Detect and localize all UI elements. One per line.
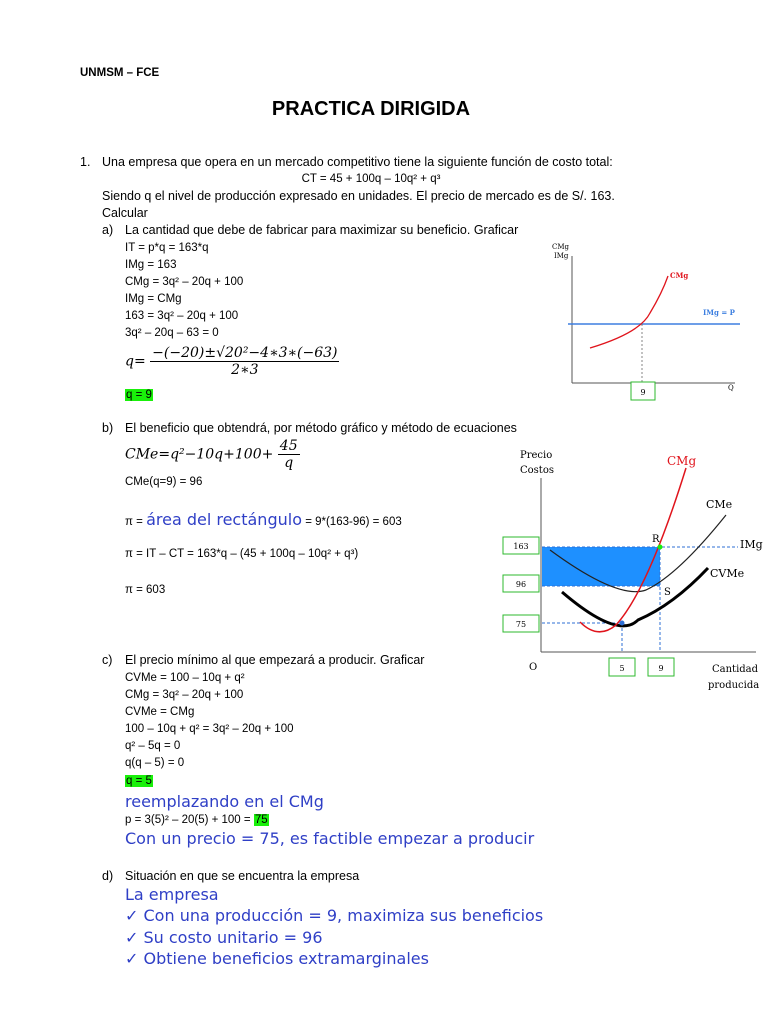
part-a-line: IMg = 163 — [125, 259, 177, 271]
cme-value: CMe(q=9) = 96 — [125, 476, 203, 488]
profit-rectangle-line — [125, 510, 402, 529]
cme-denominator: q — [284, 455, 294, 471]
part-c-line: CVMe = 100 – 10q + q² — [125, 672, 245, 684]
quadratic-formula — [125, 345, 339, 378]
graph-b-xlabel2: producida — [708, 680, 760, 691]
point-s-label: S — [664, 587, 671, 598]
cost-function: CT = 45 + 100q – 10q² + q³ — [301, 173, 441, 185]
part-c-answer — [125, 773, 153, 790]
price-expression: p = 3(5)² – 20(5) + 100 = — [125, 814, 251, 826]
part-c-line: CMg = 3q² – 20q + 100 — [125, 689, 244, 701]
answer-highlight: q = 9 — [126, 389, 152, 401]
area-text: área del rectángulo — [146, 510, 302, 529]
graph-b-ylabel1: Precio — [520, 450, 553, 461]
answer-highlight: q = 5 — [126, 775, 152, 787]
cme-fraction — [278, 438, 300, 471]
part-b-label: b) — [102, 421, 114, 435]
company-heading: La empresa — [125, 885, 219, 904]
part-c-line: 100 – 10q + q² = 3q² – 20q + 100 — [125, 723, 294, 735]
graph-a-ylabel1: CMg — [552, 243, 570, 251]
box-75-text: 75 — [515, 620, 527, 629]
calc-label: Calcular — [102, 206, 148, 220]
part-a-line: 3q² – 20q – 63 = 0 — [125, 327, 219, 339]
part-d-label: d) — [102, 869, 114, 883]
cme-formula — [125, 438, 300, 471]
formula-denominator: 2∗3 — [231, 362, 259, 378]
conclusion-item-text: Obtiene beneficios extramarginales — [143, 949, 429, 968]
graph-a-cmg-label: CMg — [670, 271, 689, 280]
graph-a — [540, 238, 750, 408]
part-d-title: Situación en que se encuentra la empresa — [125, 869, 360, 883]
part-a-title: La cantidad que debe de fabricar para maximizar su beneficio. Graficar — [125, 223, 519, 237]
graph-a-ylabel2: IMg — [554, 252, 569, 260]
pi-symbol: π = — [125, 516, 143, 528]
cme-numerator: 45 — [279, 438, 298, 454]
formula-lhs: q= — [125, 353, 146, 370]
point-r-marker — [658, 545, 663, 550]
formula-fraction — [150, 345, 339, 378]
box-5-text: 5 — [619, 664, 625, 673]
check-icon: ✓ — [125, 928, 139, 947]
box-96-text: 96 — [515, 580, 527, 589]
part-a-line: 163 = 3q² – 20q + 100 — [125, 310, 239, 322]
institution: UNMSM – FCE — [80, 67, 160, 79]
profit-equation: π = IT – CT = 163*q – (45 + 100q – 10q² + q³) — [125, 548, 359, 560]
graph-a-q-value: 9 — [640, 388, 646, 397]
part-a-label: a) — [102, 223, 114, 237]
graph-b-cmg-label: CMg — [667, 454, 697, 468]
formula-numerator: −(−20)±√20²−4∗3∗(−63) — [152, 345, 338, 361]
graph-b-origin: O — [529, 662, 538, 673]
box-9-text: 9 — [658, 664, 664, 673]
part-c-title: El precio mínimo al que empezará a producir. Graficar — [125, 653, 425, 667]
check-icon: ✓ — [125, 949, 139, 968]
profit-result: π = 603 — [125, 584, 166, 596]
profit-rectangle — [542, 547, 660, 586]
part-a-line: CMg = 3q² – 20q + 100 — [125, 276, 244, 288]
point-min-marker — [620, 621, 625, 626]
part-c-line: q(q – 5) = 0 — [125, 757, 185, 769]
part-b-title: El beneficio que obtendrá, por método gráfico y método de ecuaciones — [125, 421, 517, 435]
problem-statement: Una empresa que opera en un mercado competitivo tiene la siguiente función de costo total: — [102, 155, 613, 169]
part-c-line: q² – 5q = 0 — [125, 740, 181, 752]
price-calc — [125, 812, 269, 829]
price-value: 75 — [254, 814, 268, 826]
part-a-line: IMg = CMg — [125, 293, 182, 305]
conclusion-item — [125, 906, 543, 925]
conclusion-item-text: Con una producción = 9, maximiza sus beneficios — [143, 906, 544, 925]
cmg-curve — [590, 276, 668, 348]
problem-number: 1. — [80, 155, 91, 169]
graph-b-ylabel2: Costos — [520, 465, 554, 476]
conclusion-item — [125, 928, 323, 947]
profit-calc: = 9*(163-96) = 603 — [305, 516, 402, 528]
graph-b-cvme-label: CVMe — [710, 567, 745, 580]
conclusion-item-text: Su costo unitario = 96 — [143, 928, 323, 947]
problem-statement-2: Siendo q el nivel de producción expresado en unidades. El precio de mercado es de S/. 163. — [102, 189, 615, 203]
conclusion-item — [125, 949, 429, 968]
graph-b-xlabel1: Cantidad — [712, 664, 759, 675]
point-r-label: R — [652, 534, 660, 545]
part-a-answer — [125, 387, 153, 404]
part-c-line: CVMe = CMg — [125, 706, 195, 718]
page-title: PRACTICA DIRIGIDA — [271, 98, 471, 120]
part-a-line: IT = p*q = 163*q — [125, 242, 209, 254]
graph-a-xlabel: Q — [728, 384, 734, 392]
check-icon: ✓ — [125, 906, 139, 925]
graph-b-cme-label: CMe — [706, 498, 733, 511]
part-c-label: c) — [102, 653, 113, 667]
replace-text: reemplazando en el CMg — [125, 792, 324, 811]
graph-b — [498, 440, 766, 700]
graph-a-img-label: IMg = P — [703, 308, 735, 317]
conclusion-text: Con un precio = 75, es factible empezar a producir — [125, 829, 535, 848]
box-163-text: 163 — [513, 542, 529, 551]
cme-lhs: CMe=q²−10q+100+ — [125, 446, 274, 463]
graph-b-img-label: IMg — [740, 538, 763, 551]
